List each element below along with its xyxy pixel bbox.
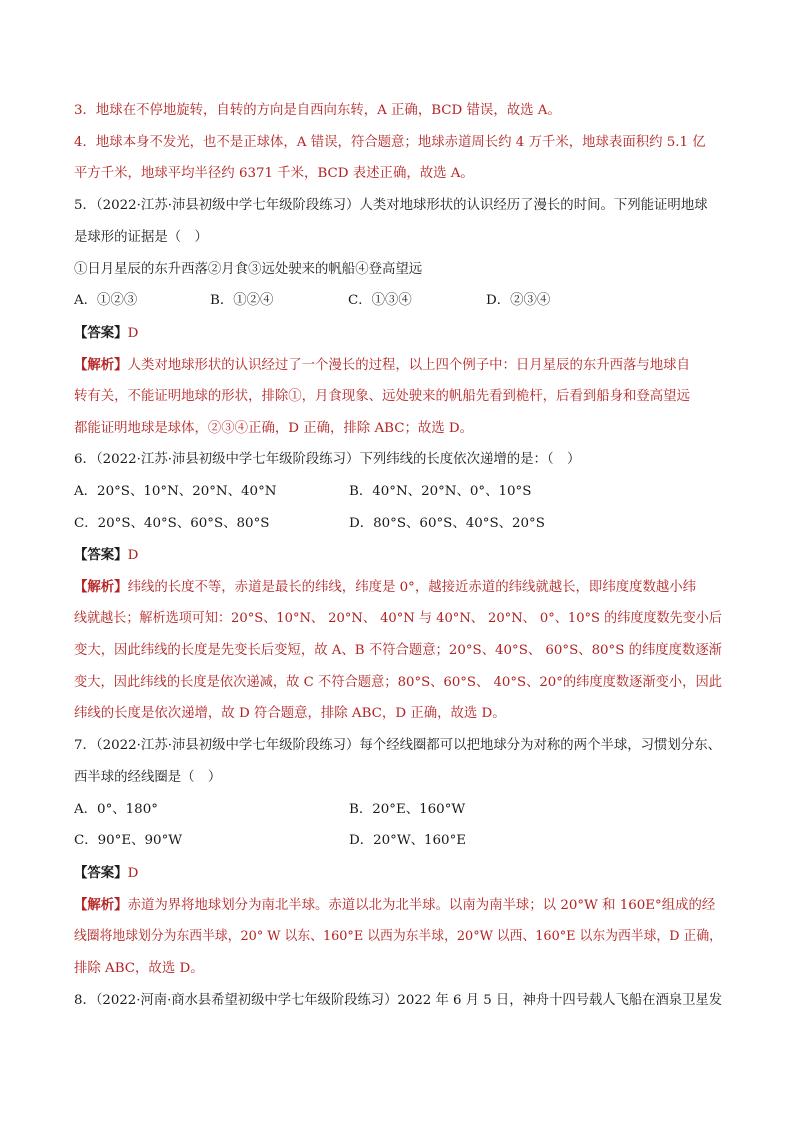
analysis-text: 赤道为界将地球划分为南北半球。赤道以北为北半球。以南为南半球；以 20°W 和 160E°组成的经 (127, 898, 716, 913)
q6-analysis-line4: 变大，因此纬线的长度是依次递减，故 C 不符合题意；80°S、60°S、 40°S、20°的纬度度数逐渐变小，因此 (74, 675, 722, 690)
analysis-text: 纬线的长度不等，赤道是最长的纬线，纬度是 0°，越接近赤道的纬线就越长，即纬度度数越小纬 (127, 580, 697, 595)
q3-explanation: 3．地球在不停地旋转，自转的方向是自西向东转，A 正确，BCD 错误，故选 A。 (74, 103, 561, 118)
answer-tag: 【答案】 (74, 547, 128, 563)
q7-analysis-line3: 排除 ABC，故选 D。 (74, 961, 204, 976)
answer-value: D (127, 866, 139, 881)
q5-option-c: C．①③④ (348, 293, 412, 308)
q5-stem-line1: 5．（2022·江苏·沛县初级中学七年级阶段练习）人类对地球形状的认识经历了漫长的时间。下列能证明地球 (74, 198, 708, 213)
analysis-tag: 【解析】 (74, 579, 128, 595)
analysis-text: 人类对地球形状的认识经过了一个漫长的过程，以上四个例子中：日月星辰的东升西落与地球自 (127, 358, 690, 373)
q7-answer (74, 863, 138, 884)
q5-items: ①日月星辰的东升西落②月食③远处驶来的帆船④登高望远 (74, 262, 423, 277)
q7-option-d: D．20°W、160°E (349, 833, 467, 848)
q5-option-a: A．①②③ (74, 293, 138, 308)
analysis-tag: 【解析】 (74, 357, 128, 373)
q7-option-c: C．90°E、90°W (74, 833, 183, 848)
q5-answer (74, 323, 138, 344)
q7-option-b: B．20°E、160°W (349, 802, 466, 817)
q4-explanation-line2: 平方千米，地球平均半径约 6371 千米，BCD 表述正确，故选 A。 (74, 166, 474, 181)
q5-analysis-line1 (74, 355, 690, 376)
answer-tag: 【答案】 (74, 325, 128, 341)
answer-tag: 【答案】 (74, 865, 128, 881)
q7-stem-line2: 西半球的经线圈是（ ） (74, 770, 222, 785)
q6-analysis-line1 (74, 577, 696, 598)
q6-analysis-line5: 纬线的长度是依次递增，故 D 符合题意，排除 ABC，D 正确，故选 D。 (74, 706, 506, 721)
q6-option-d: D．80°S、60°S、40°S、20°S (349, 516, 545, 531)
q6-stem: 6．（2022·江苏·沛县初级中学七年级阶段练习）下列纬线的长度依次递增的是：（ ） (74, 452, 581, 467)
analysis-tag: 【解析】 (74, 897, 128, 913)
q6-analysis-line2: 线就越长；解析选项可知：20°S、10°N、 20°N、 40°N 与 40°N、 20°N、 0°、10°S 的纬度度数先变小后 (74, 611, 722, 626)
q7-option-a: A．0°、180° (74, 802, 158, 817)
q8-stem-line1: 8．（2022·河南·商水县希望初级中学七年级阶段练习）2022 年 6 月 5 日，神舟十四号载人飞船在酒泉卫星发 (74, 993, 723, 1008)
q5-analysis-line2: 转有关，不能证明地球的形状，排除①，月食现象、远处驶来的帆船先看到桅杆，后看到船身和登高望远 (74, 389, 690, 404)
q7-stem-line1: 7．（2022·江苏·沛县初级中学七年级阶段练习）每个经线圈都可以把地球分为对称的两个半球，习惯划分东、 (74, 738, 721, 753)
q4-explanation-line1: 4．地球本身不发光，也不是正球体，A 错误，符合题意；地球赤道周长约 4 万千米，地球表面积约 5.1 亿 (74, 135, 706, 150)
q5-option-d: D．②③④ (486, 293, 551, 308)
q5-option-b: B．①②④ (210, 293, 274, 308)
q5-analysis-line3: 都能证明地球是球体，②③④正确，D 正确，排除 ABC；故选 D。 (74, 421, 474, 436)
q7-analysis-line1 (74, 895, 715, 916)
q6-option-b: B．40°N、20°N、0°、10°S (349, 484, 532, 499)
answer-value: D (127, 326, 139, 341)
answer-value: D (127, 548, 139, 563)
q6-answer (74, 545, 138, 566)
q6-option-c: C．20°S、40°S、60°S、80°S (74, 516, 270, 531)
q6-option-a: A．20°S、10°N、20°N、40°N (74, 484, 277, 499)
q5-stem-line2: 是球形的证据是（ ） (74, 230, 208, 245)
q7-analysis-line2: 线圈将地球划分为东西半球，20° W 以东、160°E 以西为东半球，20°W 以西、160°E 以东为西半球，D 正确， (74, 929, 722, 944)
q6-analysis-line3: 变大，因此纬线的长度是先变长后变短，故 A、B 不符合题意；20°S、40°S、 60°S、80°S 的纬度度数逐渐 (74, 643, 723, 658)
